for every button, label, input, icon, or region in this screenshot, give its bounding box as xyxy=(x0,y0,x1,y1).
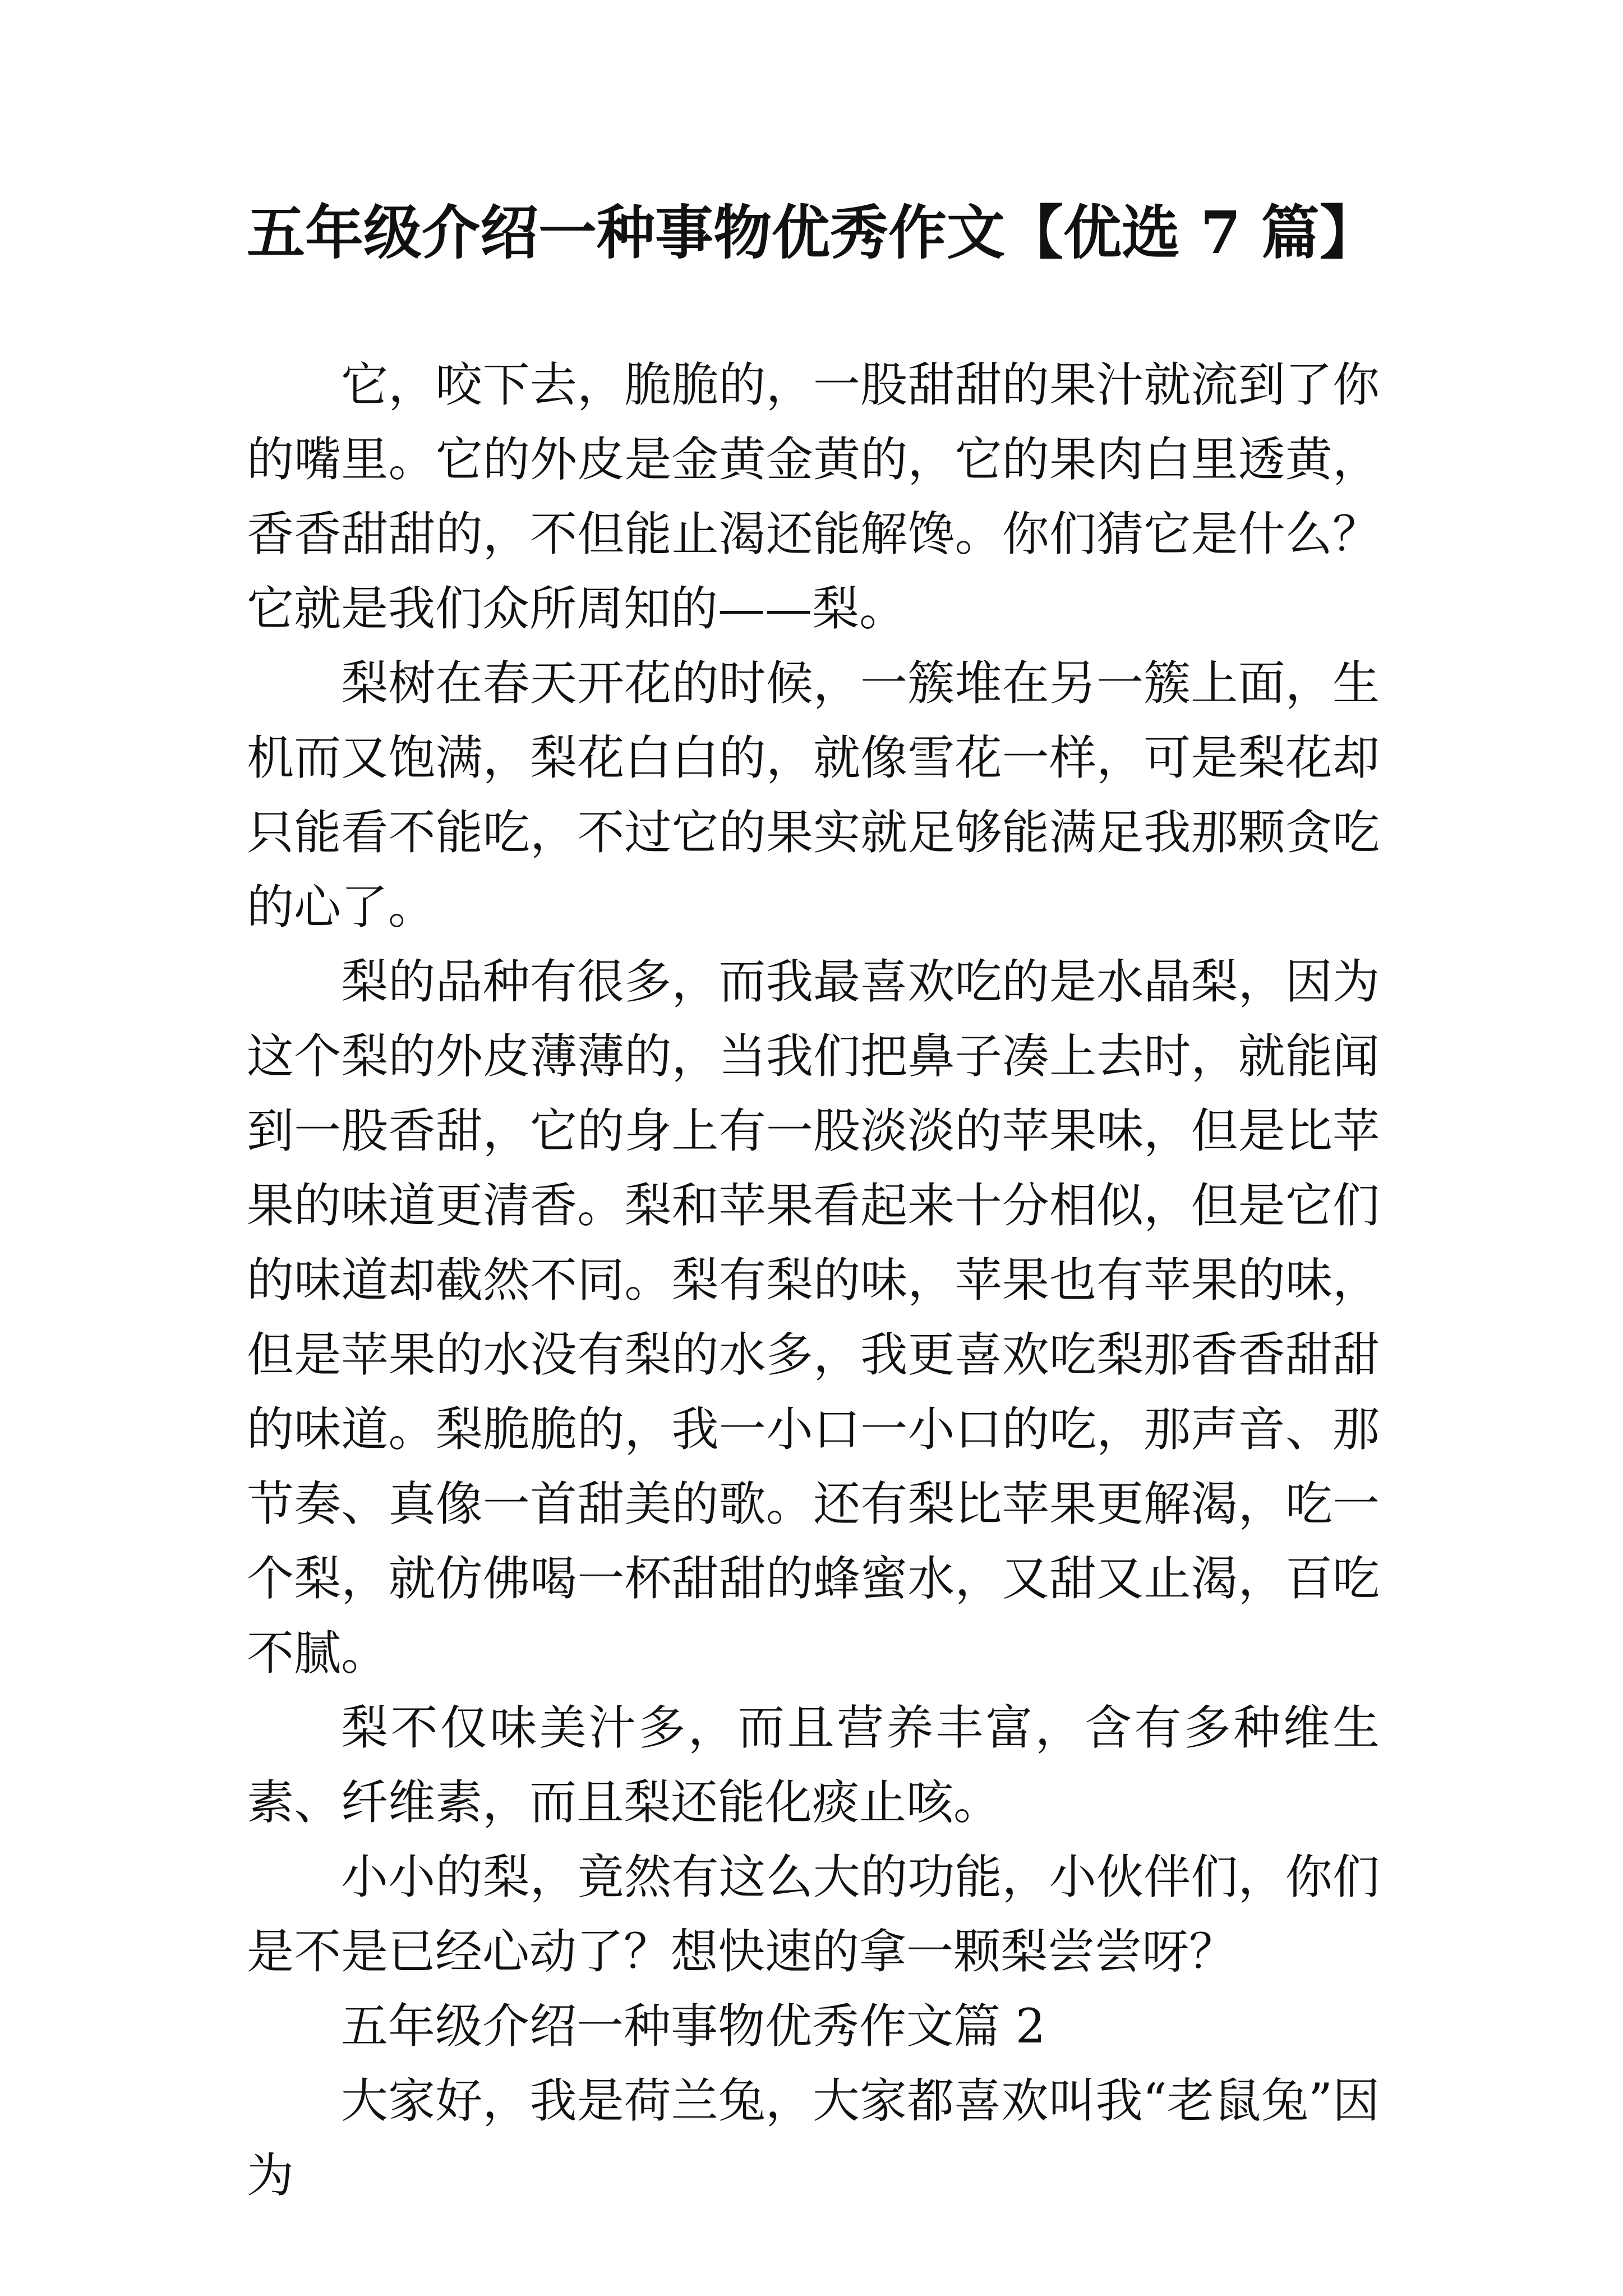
paragraph: 大家好，我是荷兰兔，大家都喜欢叫我“老鼠兔”因为 xyxy=(247,2073,1380,2203)
paragraph: 梨的品种有很多，而我最喜欢吃的是水晶梨，因为这个梨的外皮薄薄的，当我们把鼻子凑上去时，就能闻到一股香甜，它的身上有一股淡淡的苹果味，但是比苹果的味道更清香。梨和苹果看起来十分相似，但是它们的味道却截然不同。梨有梨的味，苹果也有苹果的味，但是苹果的水没有梨的水多，我更喜欢吃梨那香香甜甜的味道。梨脆脆的，我一小口一小口的吃，那声音、那节奏、真像一首甜美的歌。还有梨比苹果更解渴，吃一个梨，就仿佛喝一杯甜甜的蜂蜜水，又甜又止渴，百吃不腻。 xyxy=(247,954,1380,1681)
paragraph: 梨不仅味美汁多，而且营养丰富，含有多种维生素、纤维素，而且梨还能化痰止咳。 xyxy=(247,1700,1380,1830)
document-title: 五年级介绍一种事物优秀作文【优选 7 篇】 xyxy=(247,198,1378,267)
section-heading: 五年级介绍一种事物优秀作文篇 2 xyxy=(341,1999,1046,2054)
paragraph: 梨树在春天开花的时候，一簇堆在另一簇上面，生机而又饱满，梨花白白的，就像雪花一样，可是梨花却只能看不能吃，不过它的果实就足够能满足我那颗贪吃的心了。 xyxy=(247,656,1380,935)
document-body xyxy=(247,348,1380,2213)
paragraph: 它，咬下去，脆脆的，一股甜甜的果汁就流到了你的嘴里。它的外皮是金黄金黄的，它的果肉白里透黄，香香甜甜的，不但能止渴还能解馋。你们猜它是什么？它就是我们众所周知的——梨。 xyxy=(247,357,1380,636)
paragraph: 小小的梨，竟然有这么大的功能，小伙伴们，你们是不是已经心动了？想快速的拿一颗梨尝尝呀？ xyxy=(247,1849,1380,1979)
